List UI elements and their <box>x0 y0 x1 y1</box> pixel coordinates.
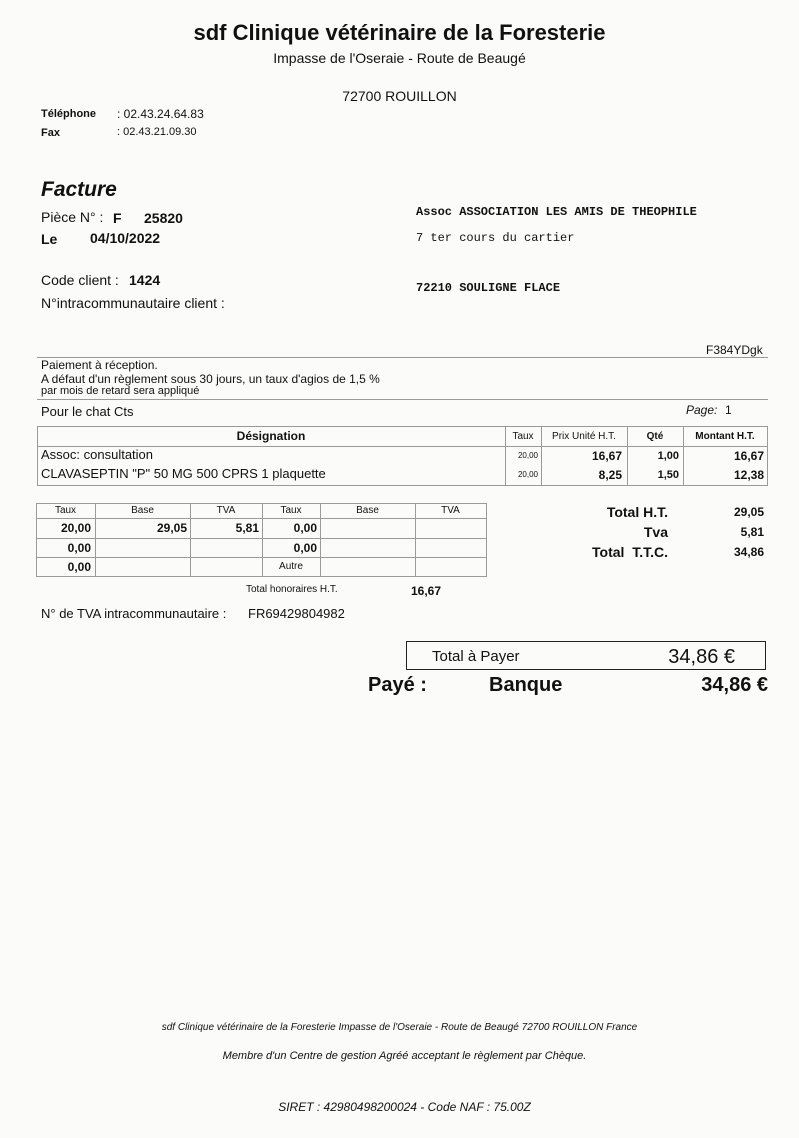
page-label: Page: <box>686 403 718 417</box>
vat-row1-taux: 20,00 <box>60 521 91 535</box>
col-header-prix: Prix Unité H.T. <box>552 431 616 442</box>
footer-membership: Membre d'un Centre de gestion Agréé acceptant le règlement par Chèque. <box>222 1050 587 1062</box>
total-ht-label: Total H.T. <box>606 504 668 520</box>
total-ttc-label: Total T.T.C. <box>592 544 668 560</box>
col-header-montant: Montant H.T. <box>695 431 755 442</box>
invoice-title: Facture <box>41 178 117 201</box>
fax-value: : 02.43.21.09.30 <box>117 126 197 138</box>
total-tva-label: Tva <box>643 524 668 540</box>
clinic-address: Impasse de l'Oseraie - Route de Beaugé <box>273 50 526 66</box>
row-qte: 1,50 <box>657 469 679 481</box>
row-montant: 16,67 <box>733 449 764 463</box>
client-code: 1424 <box>129 272 161 288</box>
divider-terms <box>37 399 768 400</box>
subject: Pour le chat Cts <box>41 404 134 419</box>
total-ht: 29,05 <box>733 505 764 519</box>
piece-label: Pièce N° : <box>41 209 104 225</box>
intra-client-label: N°intracommunautaire client : <box>41 295 225 311</box>
vat-header-tva: TVA <box>216 505 236 516</box>
vat-number-label: N° de TVA intracommunautaire : <box>41 606 227 621</box>
clinic-city: 72700 ROUILLON <box>342 88 457 104</box>
row-prix: 8,25 <box>598 468 622 482</box>
total-ttc: 34,86 <box>733 545 764 559</box>
col-header-qte: Qté <box>646 431 664 442</box>
col-header-designation: Désignation <box>236 429 306 443</box>
phone-value: : 02.43.24.64.83 <box>117 107 204 121</box>
paid-amount: 34,86 € <box>701 674 768 696</box>
vat-row1-taux2: 0,00 <box>293 521 317 535</box>
paid-label: Payé : <box>368 674 427 696</box>
total-to-pay-label: Total à Payer <box>432 648 520 665</box>
vat-row2-taux2: 0,00 <box>293 541 317 555</box>
recipient-street: 7 ter cours du cartier <box>416 231 575 245</box>
vat-header-base: Base <box>131 505 154 516</box>
honoraires-label: Total honoraires H.T. <box>246 584 338 595</box>
phone-label: Téléphone <box>41 108 97 120</box>
total-to-pay: 34,86 € <box>668 646 735 668</box>
vat-header-tva-2: TVA <box>441 505 460 516</box>
recipient-city: 72210 SOULIGNE FLACE <box>416 281 561 295</box>
row-taux: 20,00 <box>517 451 538 460</box>
terms-line-2: A défaut d'un règlement sous 30 jours, un taux d'agios de 1,5 % <box>41 372 380 386</box>
row-qte: 1,00 <box>657 450 679 462</box>
vat-row3-taux: 0,00 <box>67 560 91 574</box>
invoice-date: 04/10/2022 <box>90 230 161 246</box>
recipient-name: Assoc ASSOCIATION LES AMIS DE THEOPHILE <box>416 205 697 219</box>
row-designation: CLAVASEPTIN "P" 50 MG 500 CPRS 1 plaquette <box>41 466 326 481</box>
honoraires-value: 16,67 <box>411 584 442 598</box>
payment-method: Banque <box>489 674 563 696</box>
vat-row1-tva: 5,81 <box>235 521 259 535</box>
vat-row1-base: 29,05 <box>156 521 187 535</box>
vat-header-taux-2: Taux <box>280 505 302 516</box>
piece-prefix: F <box>113 210 122 226</box>
vat-row3-autre: Autre <box>279 561 303 572</box>
row-prix: 16,67 <box>591 449 622 463</box>
date-label: Le <box>41 231 58 247</box>
row-taux: 20,00 <box>517 470 538 479</box>
vat-row2-taux: 0,00 <box>67 541 91 555</box>
vat-header-taux: Taux <box>54 505 77 516</box>
terms-line-3: par mois de retard sera appliqué <box>41 385 200 397</box>
page-number: 1 <box>725 403 732 417</box>
total-tva: 5,81 <box>740 525 764 539</box>
clinic-name: sdf Clinique vétérinaire de la Foresterie <box>193 20 606 45</box>
footer-address: sdf Clinique vétérinaire de la Foresterie Impasse de l'Oseraie - Route de Beaugé 72700 ROUILLON France <box>161 1022 638 1033</box>
invoice-ref: F384YDgk <box>706 343 763 357</box>
client-code-label: Code client : <box>41 272 119 288</box>
vat-header-base-2: Base <box>356 505 379 516</box>
piece-number: 25820 <box>144 210 183 226</box>
vat-number: FR69429804982 <box>248 606 345 621</box>
fax-label: Fax <box>41 127 60 139</box>
col-header-taux: Taux <box>512 431 534 442</box>
row-designation: Assoc: consultation <box>41 447 154 462</box>
row-montant: 12,38 <box>733 468 764 482</box>
terms-line-1: Paiement à réception. <box>41 358 158 372</box>
footer-siret: SIRET : 42980498200024 - Code NAF : 75.00Z <box>278 1100 531 1114</box>
